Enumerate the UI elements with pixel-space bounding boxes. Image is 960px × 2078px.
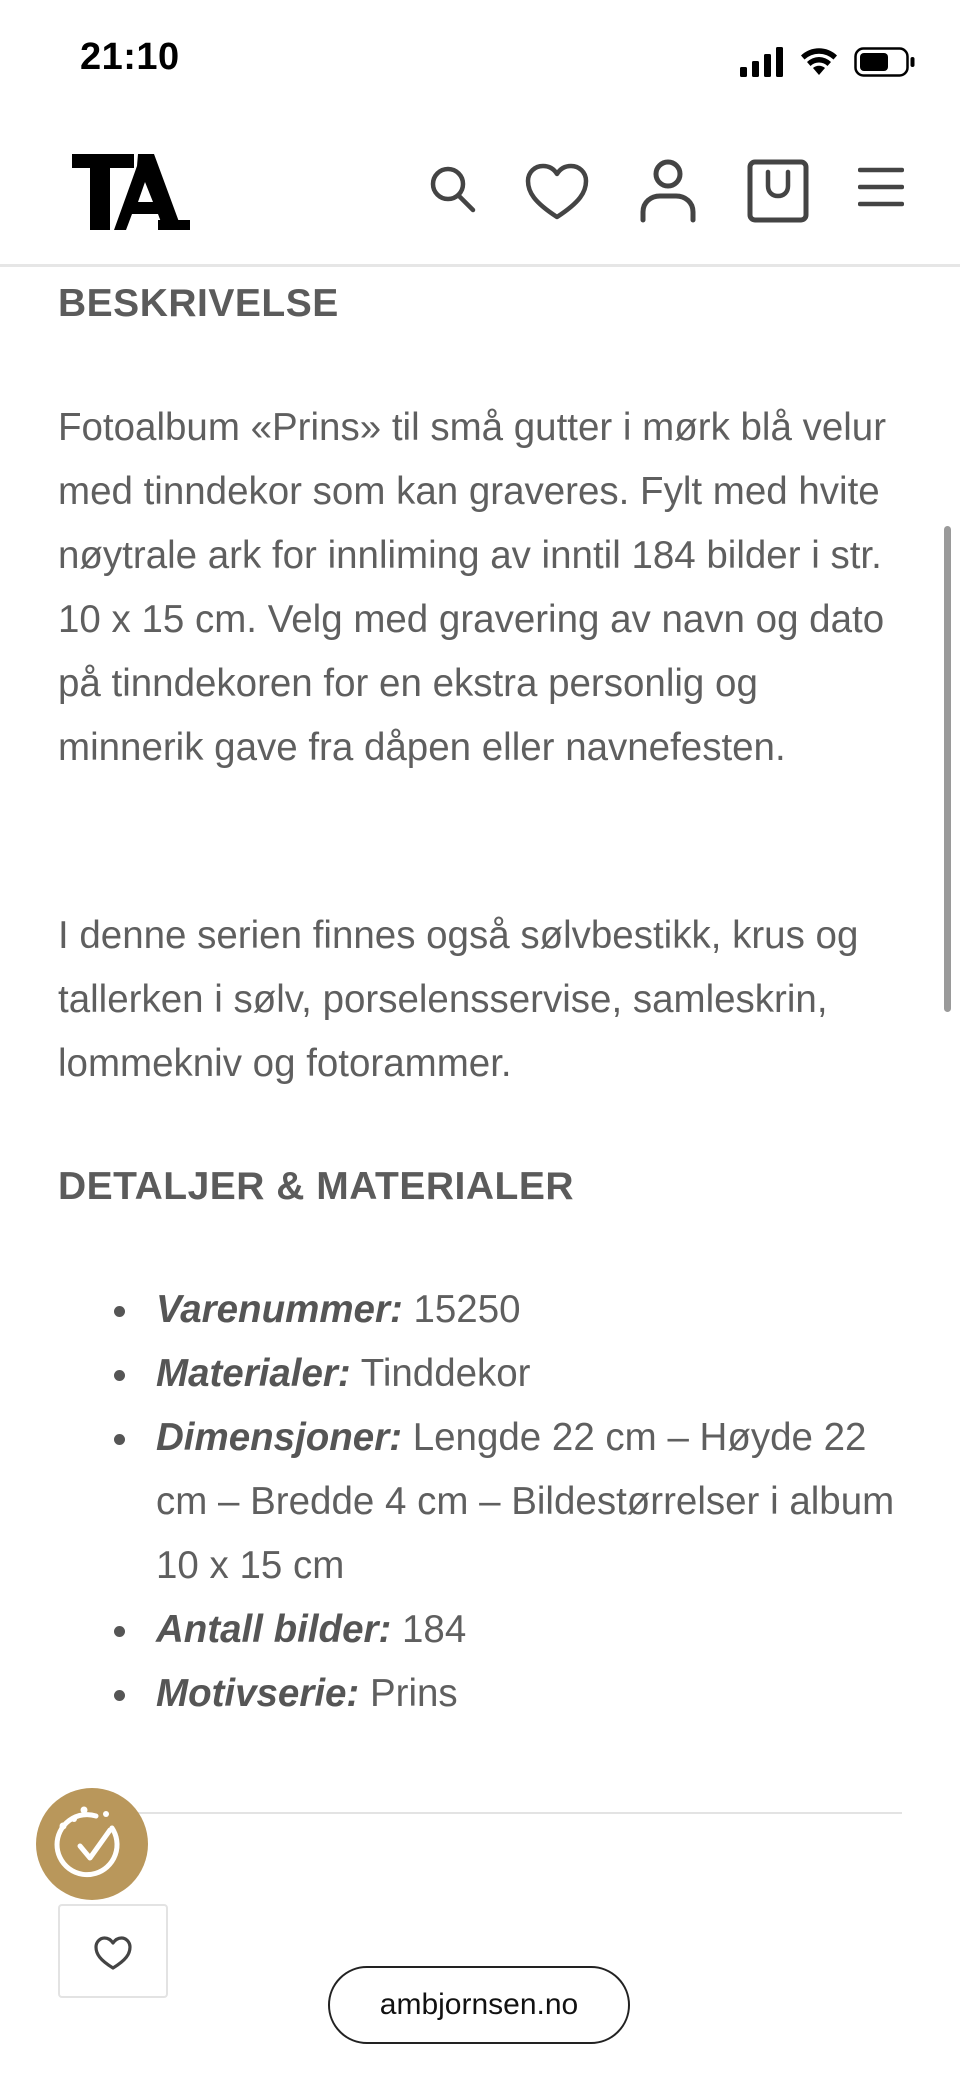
detail-value: 184: [402, 1608, 467, 1651]
detail-key: Varenummer:: [156, 1288, 403, 1331]
details-item-item-number: [58, 1278, 898, 1342]
add-to-wishlist-button[interactable]: [58, 1904, 168, 1998]
menu-icon[interactable]: [858, 166, 904, 208]
details-title: DETALJER & MATERIALER: [58, 1165, 575, 1208]
details-list: [58, 1278, 898, 1726]
details-item-picture-count: [58, 1598, 898, 1662]
detail-value: Prins: [369, 1672, 458, 1715]
cellular-signal-icon: [740, 47, 784, 77]
logo-mark: [72, 154, 190, 230]
cookie-consent-icon: [36, 1788, 148, 1900]
details-item-motif-series: [58, 1662, 898, 1726]
cookie-consent-button[interactable]: [36, 1788, 148, 1900]
page-scrollbar[interactable]: [944, 526, 951, 1012]
status-time: 21:10: [80, 36, 180, 78]
site-header: [0, 120, 960, 267]
section-divider: [130, 1812, 902, 1814]
status-icons: [740, 44, 916, 80]
detail-key: Motivserie:: [156, 1672, 360, 1715]
detail-value: Lengde 22 cm – Høyde 22 cm – Bredde 4 cm – Bildestørrelser i album 10 x 15 cm: [156, 1416, 895, 1587]
detail-key: Materialer:: [156, 1352, 351, 1395]
description-paragraph-2: I denne serien finnes også sølvbestikk, krus og tallerken i sølv, porselensservise, samleskrin, lommekniv og fotorammer.: [58, 914, 859, 1085]
detail-key: Dimensjoner:: [156, 1416, 403, 1459]
user-icon[interactable]: [638, 158, 698, 224]
detail-value: Tinddekor: [360, 1352, 531, 1395]
description-title: BESKRIVELSE: [58, 282, 339, 325]
browser-domain-pill[interactable]: ambjornsen.no: [328, 1966, 630, 2044]
description-paragraph-1: Fotoalbum «Prins» til små gutter i mørk blå velur med tinndekor som kan graveres. Fylt med hvite nøytrale ark for innliming av inntil 184 bilder i str. 10 x 15 cm. Velg med gravering av navn og dato på tinndekoren for en ekstra personlig og minnerik gave fra dåpen eller navnefesten.: [58, 406, 887, 769]
detail-key: Antall bilder:: [156, 1608, 392, 1651]
shopping-bag-icon[interactable]: [746, 158, 810, 224]
heart-icon: [60, 1906, 166, 1996]
detail-value: 15250: [413, 1288, 521, 1331]
details-item-materials: [58, 1342, 898, 1406]
search-icon[interactable]: [428, 162, 478, 216]
battery-icon: [854, 47, 916, 77]
wifi-icon: [800, 47, 838, 77]
details-item-dimensions: [58, 1406, 898, 1598]
site-logo[interactable]: [72, 154, 190, 235]
heart-icon[interactable]: [524, 162, 590, 222]
status-bar: [0, 0, 960, 120]
